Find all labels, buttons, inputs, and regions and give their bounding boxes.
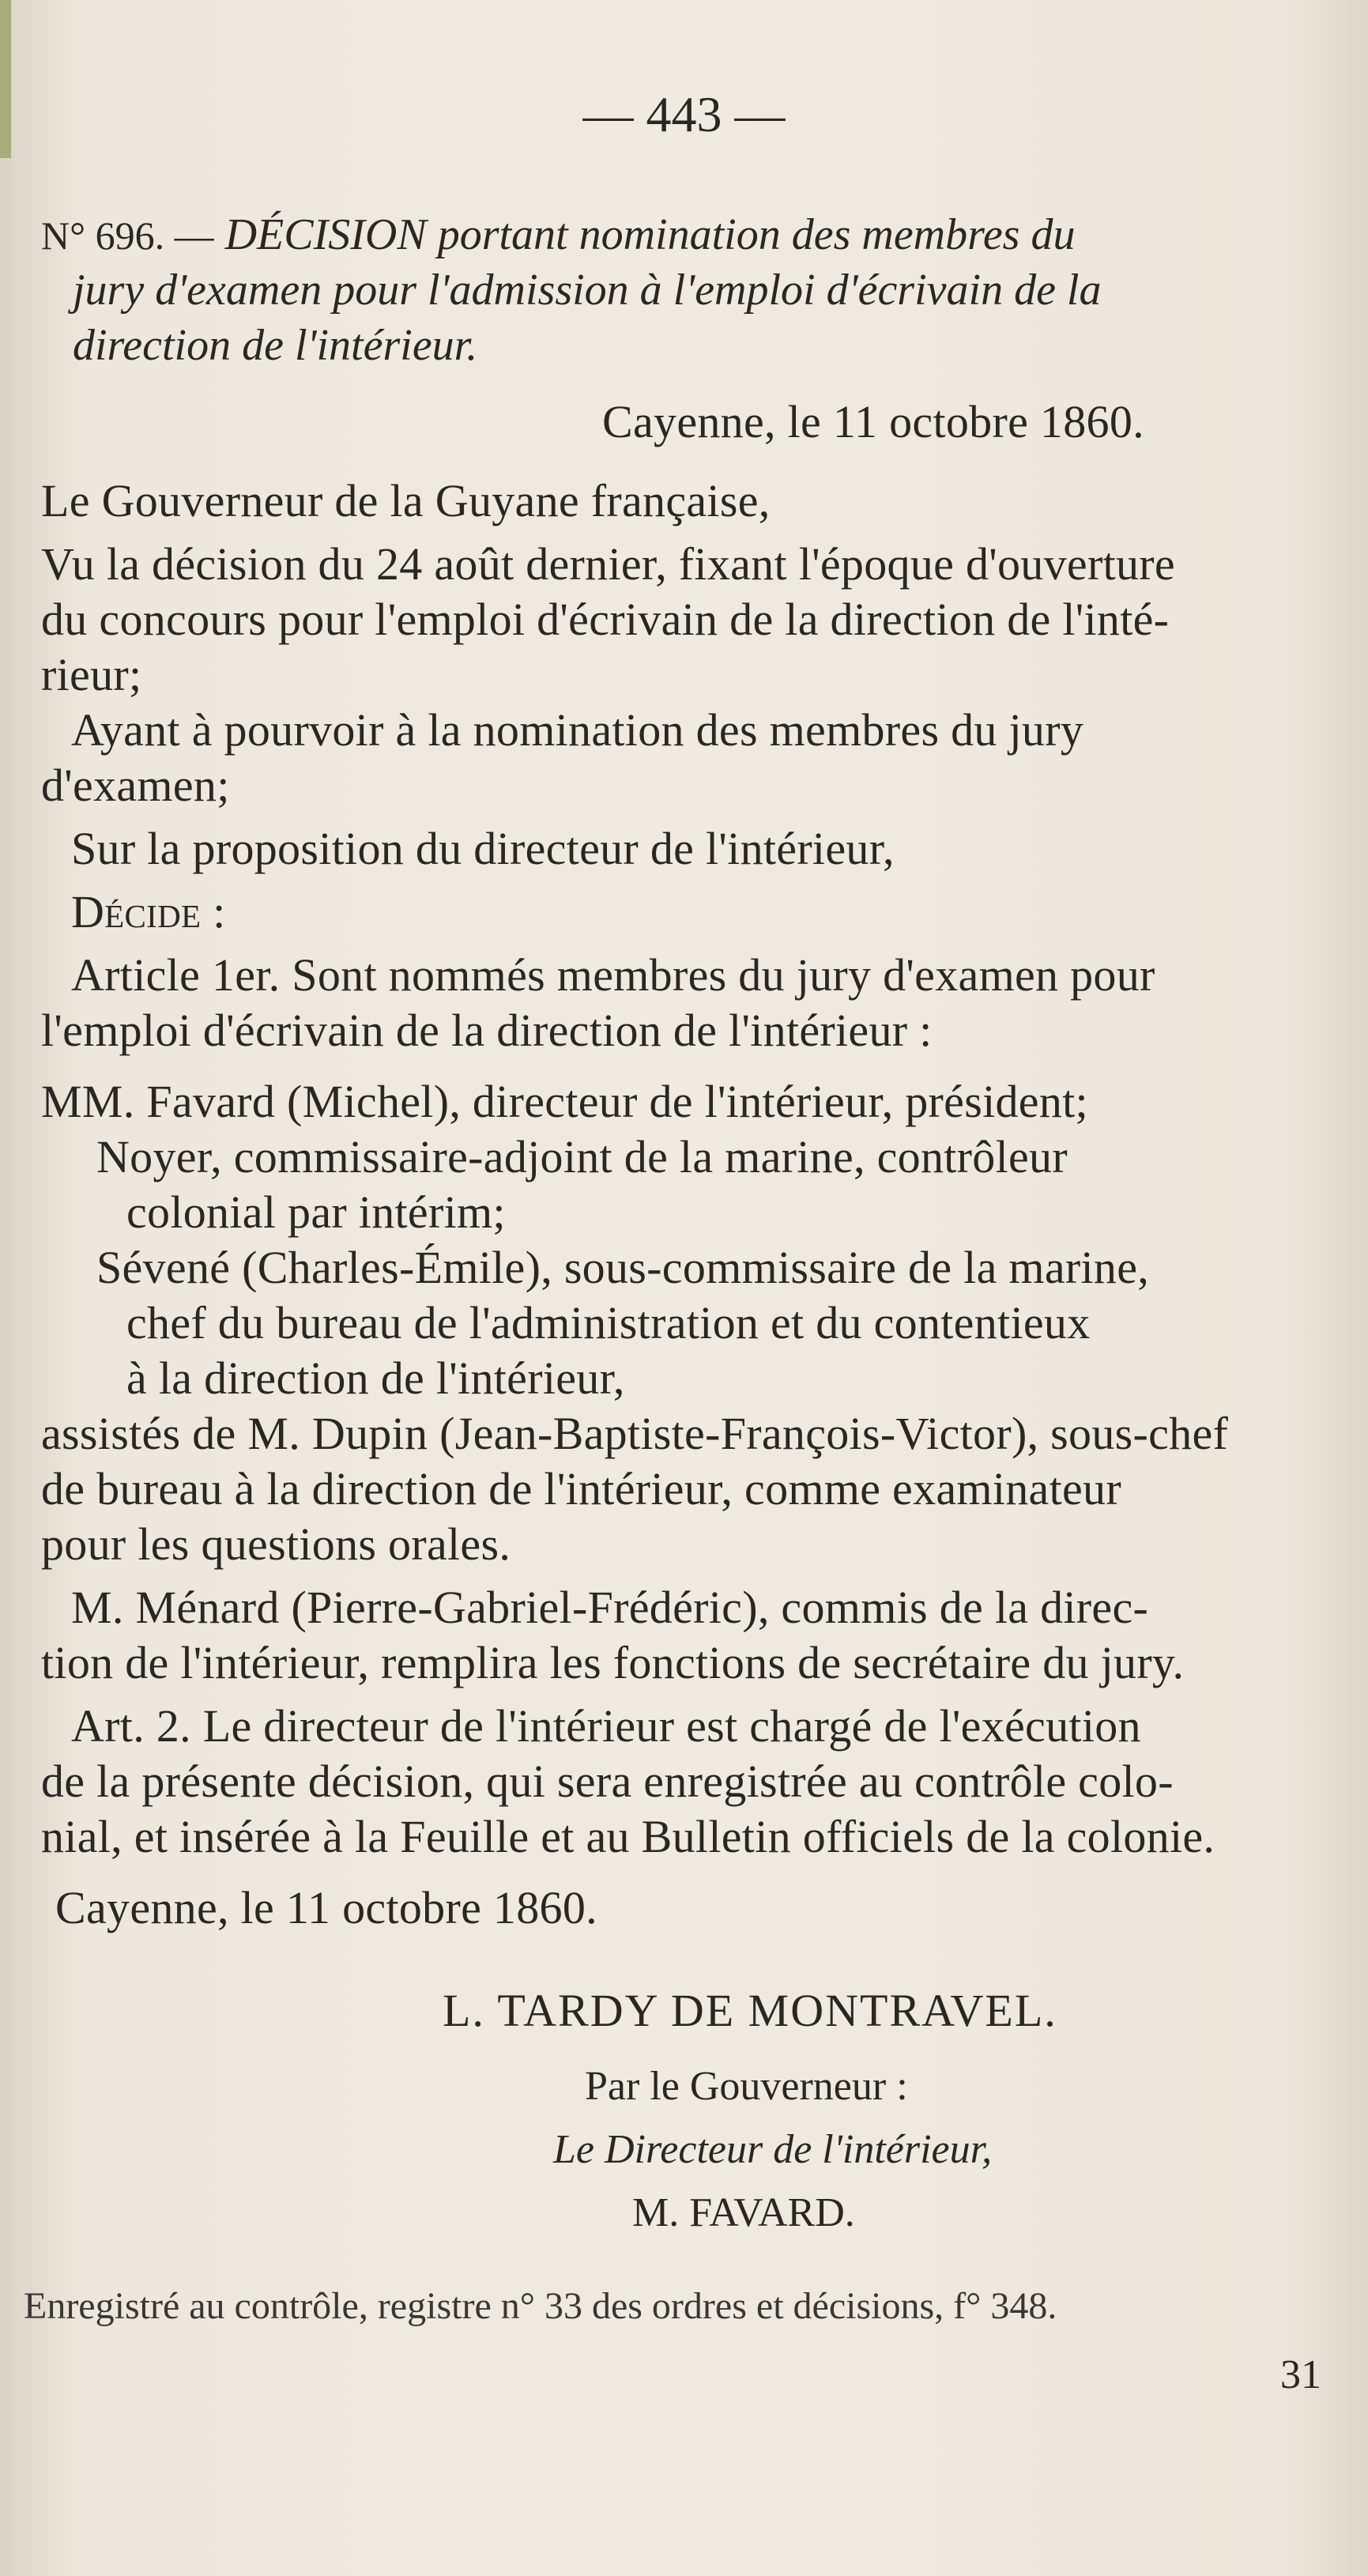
closing-place-date: Cayenne, le 11 octobre 1860. [55,1882,597,1933]
member-sevene-3: à la direction de l'intérieur, [126,1352,625,1404]
signature-signer: M. FAVARD. [632,2190,855,2235]
assistant-dupin-1: assistés de M. Dupin (Jean-Baptiste-François-Victor), sous-chef [41,1408,1229,1459]
para-vu-3: rieur; [41,649,142,700]
article-1-line-2: l'emploi d'écrivain de la direction de l'intérieur : [41,1005,933,1056]
place-date-header: Cayenne, le 11 octobre 1860. [602,396,1144,447]
member-noyer-2: colonial par intérim; [126,1186,506,1238]
assistant-dupin-3: pour les questions orales. [41,1518,511,1570]
secretary-menard-2: tion de l'intérieur, remplira les fonctions de secrétaire du jury. [41,1637,1185,1688]
secretary-menard-1: M. Ménard (Pierre-Gabriel-Frédéric), commis de la direc- [71,1582,1149,1633]
member-noyer-1: Noyer, commissaire-adjoint de la marine, contrôleur [96,1131,1068,1182]
para-proposition: Sur la proposition du directeur de l'intérieur, [71,823,895,874]
decision-title-line-1 [41,209,1075,260]
decision-title-text: DÉCISION portant nomination des membres du [224,210,1076,259]
decision-title-line-3: direction de l'intérieur. [73,321,478,370]
page-folio: — 443 — [582,86,786,142]
article-2-line-1: Art. 2. Le directeur de l'intérieur est chargé de l'exécution [71,1700,1141,1752]
decision-number: N° 696. — [41,213,214,258]
signature-mark: 31 [1280,2352,1321,2397]
signature-by: Par le Gouverneur : [585,2064,908,2109]
para-vu-2: du concours pour l'emploi d'écrivain de la direction de l'inté- [41,594,1170,645]
article-2-line-2: de la présente décision, qui sera enregistrée au contrôle colo- [41,1756,1174,1807]
para-governor: Le Gouverneur de la Guyane française, [41,475,771,526]
para-ayant-2: d'examen; [41,760,230,811]
member-sevene-2: chef du bureau de l'administration et du contentieux [126,1297,1091,1348]
decision-title-line-2: jury d'examen pour l'admission à l'emploi d'écrivain de la [73,266,1102,315]
para-decide: Décide : [71,886,226,937]
member-sevene-1: Sévené (Charles-Émile), sous-commissaire de la marine, [96,1242,1150,1293]
assistant-dupin-2: de bureau à la direction de l'intérieur, comme examinateur [41,1463,1121,1514]
member-favard: MM. Favard (Michel), directeur de l'intérieur, président; [41,1076,1088,1127]
para-vu-1: Vu la décision du 24 août dernier, fixant l'époque d'ouverture [41,538,1175,590]
registration-note: Enregistré au contrôle, registre n° 33 des ordres et décisions, f° 348. [24,2285,1057,2327]
signature-name: L. TARDY DE MONTRAVEL. [443,1985,1057,2036]
para-ayant-1: Ayant à pourvoir à la nomination des membres du jury [71,704,1084,756]
article-1-line-1: Article 1er. Sont nommés membres du jury d'examen pour [71,949,1155,1001]
article-2-line-3: nial, et insérée à la Feuille et au Bulletin officiels de la colonie. [41,1811,1215,1862]
signature-role: Le Directeur de l'intérieur, [553,2127,993,2172]
